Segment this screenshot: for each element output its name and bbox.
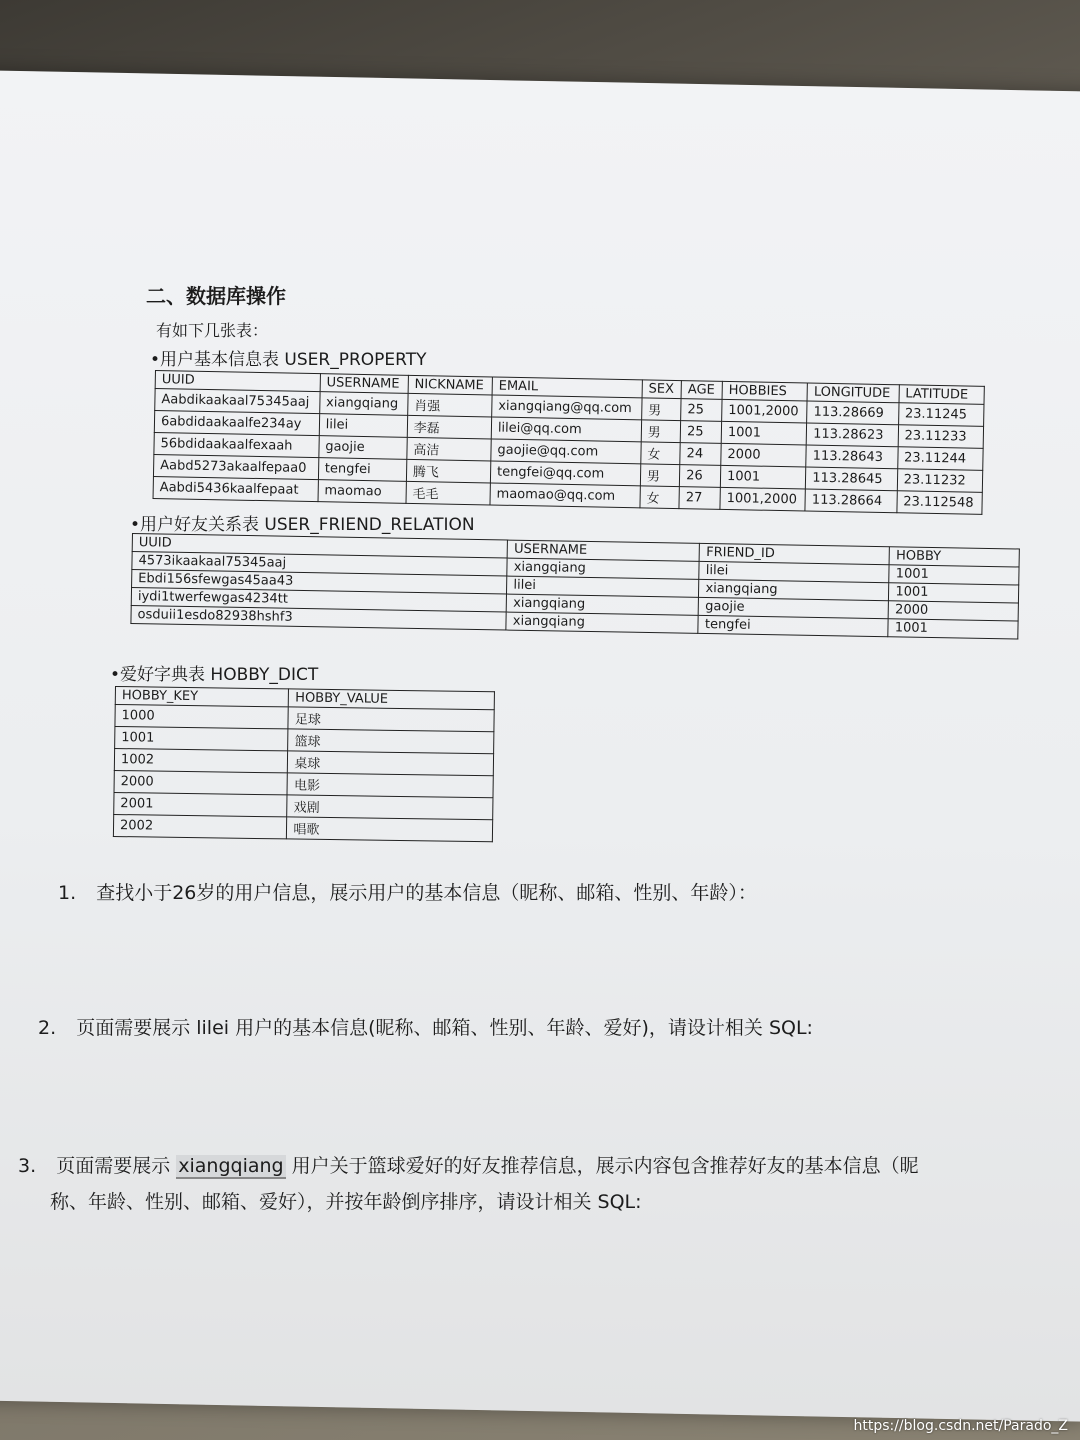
user-property-cell: 113.28664	[805, 489, 897, 513]
user-property-header-cell: LONGITUDE	[807, 383, 899, 403]
user-property-header-cell: AGE	[681, 381, 722, 400]
user-property-header-cell: NICKNAME	[408, 375, 492, 395]
user-property-cell: 26	[679, 465, 720, 488]
friend-relation-header-cell: FRIEND_ID	[700, 543, 890, 564]
user-property-table	[153, 370, 985, 515]
question-1-text: 查找小于26岁的用户信息，展示用户的基本信息（昵称、邮箱、性别、年龄）：	[96, 882, 757, 904]
user-property-cell: Aabdi5436kaalfepaat	[153, 476, 318, 501]
hobby-dict-header-cell: HOBBY_KEY	[115, 687, 289, 707]
user-property-header-cell: LATITUDE	[899, 385, 985, 405]
user-property-header-cell: SEX	[642, 380, 682, 399]
hobby-dict-cell: 篮球	[288, 729, 494, 754]
user-property-cell: 23.11232	[897, 469, 983, 493]
hobby-dict-cell: 2002	[113, 814, 287, 838]
friend-relation-cell: 1001	[889, 583, 1019, 603]
user-property-cell: 2000	[721, 443, 807, 467]
friend-relation-cell: lilei	[507, 576, 699, 597]
hobby-dict-cell: 电影	[287, 773, 493, 798]
user-property-header-cell: UUID	[155, 371, 320, 392]
user-property-cell: 1001	[720, 465, 806, 489]
watermark-url: https://blog.csdn.net/Parado_Z	[853, 1418, 1068, 1434]
question-3-text-end: 用户关于篮球爱好的好友推荐信息，展示内容包含推荐好友的基本信息（昵	[291, 1155, 919, 1177]
user-property-cell: 24	[680, 443, 721, 466]
user-property-title: •用户基本信息表 USER_PROPERTY	[150, 350, 427, 370]
user-property-cell: 27	[679, 487, 720, 510]
user-property-cell: 男	[641, 420, 681, 443]
user-property-cell: 男	[640, 464, 680, 487]
section-title: 二、数据库操作	[146, 284, 286, 308]
friend-relation-cell: lilei	[699, 561, 889, 582]
question-1-number: 1.	[58, 882, 77, 904]
user-property-cell: 23.11245	[898, 403, 984, 427]
user-property-cell: 1001,2000	[722, 399, 808, 423]
user-property-cell: 25	[681, 399, 722, 422]
user-property-cell: 毛毛	[406, 481, 491, 505]
user-friend-relation-title: •用户好友关系表 USER_FRIEND_RELATION	[130, 515, 475, 535]
friend-relation-header-cell: UUID	[132, 534, 508, 559]
user-property-cell: Aabd5273akaalfepaa0	[153, 454, 318, 479]
user-property-cell: 男	[641, 398, 681, 421]
user-property-cell: gaojie@qq.com	[491, 439, 641, 464]
hobby-dict-cell: 唱歌	[287, 817, 493, 842]
user-property-cell: Aabdikaakaal75345aaj	[155, 389, 320, 414]
user-property-cell: 腾飞	[406, 459, 491, 483]
user-property-cell: tengfei@qq.com	[490, 461, 640, 486]
friend-relation-header-cell: HOBBY	[889, 547, 1019, 567]
user-property-cell: 女	[641, 442, 681, 465]
question-2-text: 页面需要展示 lilei 用户的基本信息(昵称、邮箱、性别、年龄、爱好)，请设计相关 SQL:	[76, 1017, 813, 1039]
friend-relation-cell: xiangqiang	[507, 594, 699, 615]
friend-relation-cell: osduii1esdo82938hshf3	[131, 605, 507, 630]
hobby-dict-cell: 足球	[288, 707, 494, 732]
friend-relation-cell: 4573ikaakaal75345aaj	[132, 552, 508, 577]
friend-relation-cell: 2000	[888, 601, 1018, 621]
hobby-dict-cell: 1002	[114, 749, 288, 773]
user-property-cell: 113.28645	[806, 467, 898, 491]
question-3-text-start: 页面需要展示	[56, 1155, 171, 1177]
user-property-cell: maomao	[318, 480, 406, 504]
user-property-cell: xiangqiang	[319, 392, 407, 416]
table-row	[113, 814, 492, 841]
friend-relation-cell: xiangqiang	[506, 612, 698, 633]
hobby-dict-cell: 1001	[115, 727, 289, 751]
question-2	[38, 1010, 813, 1046]
friend-relation-cell: xiangqiang	[699, 579, 889, 600]
hobby-dict-cell: 1000	[115, 705, 289, 729]
user-property-cell: 113.28669	[807, 401, 899, 425]
user-property-cell: 肖强	[407, 393, 492, 417]
hobby-dict-header-cell: HOBBY_VALUE	[289, 689, 495, 710]
question-3-highlight: xiangqiang	[178, 1155, 284, 1177]
hobby-dict-cell: 桌球	[288, 751, 494, 776]
user-property-cell: lilei@qq.com	[491, 417, 641, 442]
question-1	[58, 875, 757, 911]
hobby-dict-table	[113, 686, 495, 842]
user-friend-relation-table	[130, 533, 1019, 639]
intro-text: 有如下几张表：	[156, 321, 269, 340]
user-property-header-cell: HOBBIES	[722, 381, 808, 401]
user-property-cell: 高洁	[407, 437, 492, 461]
friend-relation-header-cell: USERNAME	[507, 540, 699, 561]
friend-relation-cell: gaojie	[699, 597, 889, 618]
hobby-dict-cell: 2001	[114, 792, 288, 816]
friend-relation-cell: 1001	[889, 565, 1019, 585]
user-property-cell: lilei	[319, 414, 407, 438]
user-property-cell: 1001,2000	[720, 487, 806, 511]
user-property-cell: gaojie	[319, 436, 407, 460]
hobby-dict-cell: 2000	[114, 770, 288, 794]
user-property-header-cell: USERNAME	[320, 374, 408, 394]
user-property-cell: tengfei	[318, 458, 406, 482]
question-2-number: 2.	[38, 1017, 57, 1039]
user-property-cell: maomao@qq.com	[490, 483, 640, 508]
user-property-cell: 女	[640, 486, 680, 509]
friend-relation-cell: iydi1twerfewgas4234tt	[131, 588, 507, 613]
user-property-cell: xiangqiang@qq.com	[492, 395, 642, 420]
user-property-cell: 李磊	[407, 415, 492, 439]
friend-relation-cell: xiangqiang	[507, 558, 699, 579]
friend-relation-cell: 1001	[888, 619, 1018, 639]
friend-relation-cell: Ebdi156sfewgas45aa43	[132, 570, 508, 595]
user-property-cell: 56bdidaakaalfexaah	[154, 432, 319, 457]
hobby-dict-cell: 戏剧	[287, 795, 493, 820]
user-property-cell: 1001	[721, 421, 807, 445]
question-3-line-2: 称、年龄、性别、邮箱、爱好），并按年龄倒序排序，请设计相关 SQL:	[50, 1191, 642, 1213]
user-property-cell: 113.28643	[806, 445, 898, 469]
user-property-header-cell: EMAIL	[492, 377, 642, 398]
question-3	[18, 1148, 1038, 1220]
question-3-number: 3.	[18, 1155, 37, 1177]
friend-relation-cell: tengfei	[698, 615, 888, 636]
user-property-cell: 23.112548	[897, 491, 983, 515]
user-property-cell: 113.28623	[806, 423, 898, 447]
hobby-dict-title: •爱好字典表 HOBBY_DICT	[110, 665, 319, 685]
user-property-cell: 6abdidaakaalfe234ay	[154, 411, 319, 436]
user-property-cell: 25	[680, 421, 721, 444]
user-property-cell: 23.11244	[897, 447, 983, 471]
user-property-cell: 23.11233	[898, 425, 984, 449]
